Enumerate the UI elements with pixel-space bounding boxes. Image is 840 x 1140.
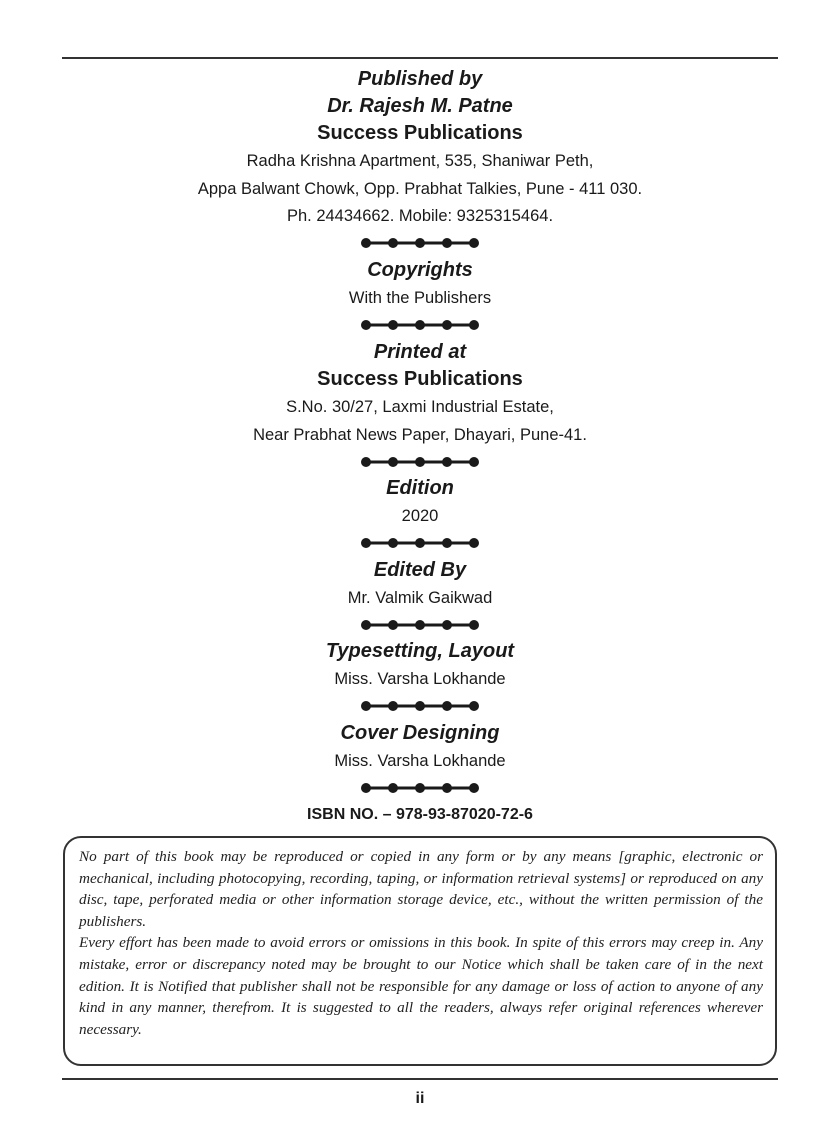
ornament-divider [0,318,840,332]
cover-designing-heading: Cover Designing [340,722,500,744]
notice-paragraph-reproduction: No part of this book may be reproduced or copied in any form or by any means [graphic, electronic or mechanical, including photocopying, recording, taping, or information retrieval systems] or reproduced on any disc, tape, perforated media or other information storage device, etc., without the written permission of the publishers. [79,848,763,930]
copyright-notice-box [63,836,777,1066]
page-number: ii [415,1090,425,1107]
ornament-divider [0,536,840,550]
ornament-divider [0,618,840,632]
notice-paragraph-errors: Every effort has been made to avoid errors or omissions in this book. In spite of this errors may creep in. Any mistake, error or discrepancy noted may be brought to our Notice which shall be taken care of in the next edition. It is Notified that publisher shall not be responsible for any damage or loss of action to anyone of any kind in any manner, therefrom. It is suggested to all the readers, always refer original references wherever necessary. [79,934,763,1038]
ornament-divider [0,236,840,250]
copyrights-heading: Copyrights [367,259,473,281]
printer-address-line2: Near Prabhat News Paper, Dhayari, Pune-41. [253,426,587,444]
bottom-rule [62,1078,778,1080]
published-by-heading: Published by [357,68,483,90]
edited-by-heading: Edited By [373,559,467,581]
typesetting-heading: Typesetting, Layout [325,640,515,662]
typesetting-value: Miss. Varsha Lokhande [334,670,506,688]
publisher-address-line2: Appa Balwant Chowk, Opp. Prabhat Talkies, Pune - 411 030. [197,180,643,198]
ornament-divider [0,455,840,469]
ornament-divider [0,699,840,713]
printer-company: Success Publications [317,368,523,390]
publisher-phone: Ph. 24434662. Mobile: 9325315464. [286,207,554,225]
ornament-divider [0,781,840,795]
printer-address-line1: S.No. 30/27, Laxmi Industrial Estate, [286,398,554,416]
cover-designing-value: Miss. Varsha Lokhande [334,752,506,770]
edition-value: 2020 [401,507,439,525]
publisher-name: Dr. Rajesh M. Patne [327,95,513,117]
edition-heading: Edition [386,477,454,499]
top-rule [62,57,778,59]
printed-at-heading: Printed at [373,341,467,363]
isbn-number: ISBN NO. – 978-93-87020-72-6 [307,806,533,823]
edited-by-value: Mr. Valmik Gaikwad [347,589,493,607]
publisher-address-line1: Radha Krishna Apartment, 535, Shaniwar Peth, [246,152,594,170]
copyrights-value: With the Publishers [348,289,492,307]
publisher-company: Success Publications [317,122,523,144]
